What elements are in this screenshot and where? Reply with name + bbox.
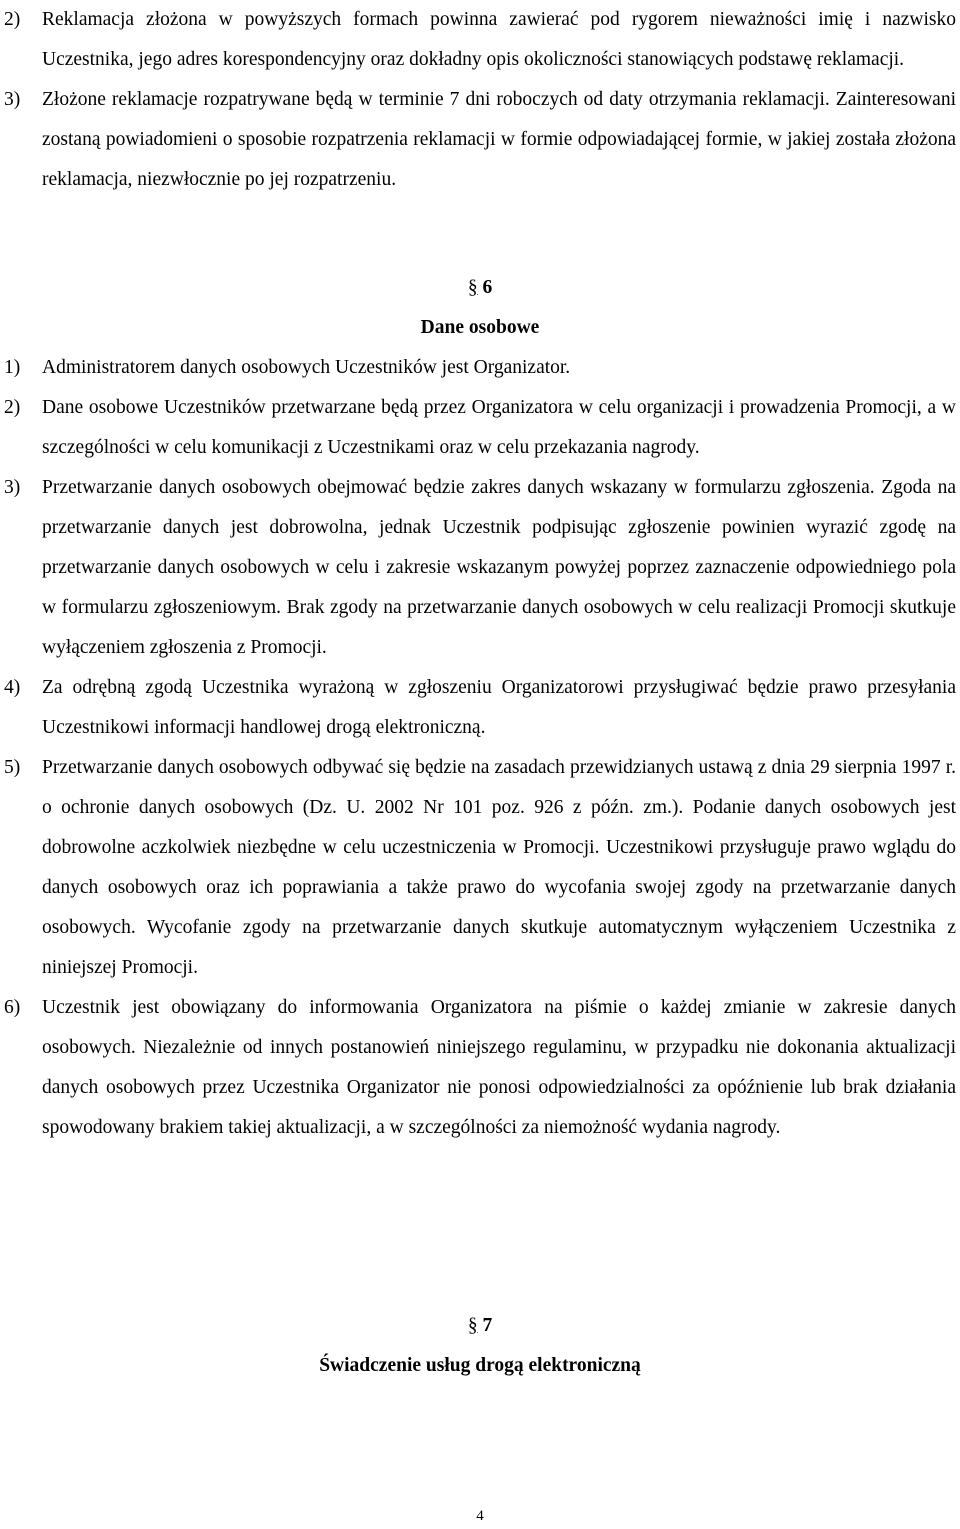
list-item [0,668,960,748]
section-sign-icon: § [467,277,478,298]
section-6-number [0,268,960,308]
list-item-text: Reklamacja złożona w powyższych formach powinna zawierać pod rygorem nieważności imię i nazwisko Uczestnika, jego adres korespondencyjny oraz dokładny opis okoliczności stanowiących podstawę reklamacji. [42,9,956,70]
list-item [0,988,960,1148]
list-item [0,388,960,468]
list-item-number: 5) [4,757,21,778]
list-item [0,80,960,200]
section-6 [0,268,960,1148]
list-item-text: Przetwarzanie danych osobowych odbywać się będzie na zasadach przewidzianych ustawą z dnia 29 sierpnia 1997 r. o ochronie danych osobowych (Dz. U. 2002 Nr 101 poz. 926 z późn. zm.). Podanie danych osobowych jest dobrowolne aczkolwiek niezbędne w celu uczestniczenia w Promocji. Uczestnikowi przysługuje prawo wglądu do danych osobowych oraz ich poprawiania a także prawo do wycofania swojej zgody na przetwarzanie danych osobowych. Wycofanie zgody na przetwarzanie danych skutkuje automatycznym wyłączeniem Uczestnika z niniejszej Promocji. [42,757,956,978]
list-item-number: 4) [4,677,21,698]
list-item [0,348,960,388]
list-item-text: Złożone reklamacje rozpatrywane będą w terminie 7 dni roboczych od daty otrzymania reklamacji. Zainteresowani zostaną powiadomieni o sposobie rozpatrzenia reklamacji w formie odpowiadającej formie, w jakiej została złożona reklamacja, niezwłocznie po jej rozpatrzeniu. [42,89,956,190]
list-item-number: 3) [4,89,21,110]
list-item-number: 1) [4,357,21,378]
list-item-text: Administratorem danych osobowych Uczestników jest Organizator. [42,357,571,378]
section-5-continuation [0,0,960,200]
section-sign-icon: § [467,1315,478,1336]
list-item [0,0,960,80]
list-item [0,748,960,988]
list-item-text: Dane osobowe Uczestników przetwarzane będą przez Organizatora w celu organizacji i prowadzenia Promocji, a w szczególności w celu komunikacji z Uczestnikami oraz w celu przekazania nagrody. [42,397,956,458]
list-item-number: 6) [4,997,21,1018]
section-7 [0,1306,960,1386]
section-number: 6 [482,277,493,298]
list-item-text: Przetwarzanie danych osobowych obejmować będzie zakres danych wskazany w formularzu zgłoszenia. Zgoda na przetwarzanie danych jest dobrowolna, jednak Uczestnik podpisując zgłoszenie powinien wyrazić zgodę na przetwarzanie danych osobowych w celu i zakresie wskazanym powyżej poprzez zaznaczenie odpowiedniego pola w formularzu zgłoszeniowym. Brak zgody na przetwarzanie danych osobowych w celu realizacji Promocji skutkuje wyłączeniem zgłoszenia z Promocji. [42,477,956,658]
page-number: 4 [476,1508,484,1524]
list-item-number: 2) [4,397,21,418]
section-6-title: Dane osobowe [420,317,540,338]
list-item-number: 2) [4,9,21,30]
list-item-text: Za odrębną zgodą Uczestnika wyrażoną w zgłoszeniu Organizatorowi przysługiwać będzie prawo przesyłania Uczestnikowi informacji handlowej drogą elektroniczną. [42,677,956,738]
section-7-number [0,1306,960,1346]
list-item-number: 3) [4,477,21,498]
section-7-title: Świadczenie usług drogą elektroniczną [319,1355,641,1376]
list-item [0,468,960,668]
section-number: 7 [482,1315,493,1336]
list-item-text: Uczestnik jest obowiązany do informowania Organizatora na piśmie o każdej zmianie w zakresie danych osobowych. Niezależnie od innych postanowień niniejszego regulaminu, w przypadku nie dokonania aktualizacji danych osobowych przez Uczestnika Organizator nie ponosi odpowiedzialności za opóźnienie lub brak działania spowodowany brakiem takiej aktualizacji, a w szczególności za niemożność wydania nagrody. [42,997,956,1138]
